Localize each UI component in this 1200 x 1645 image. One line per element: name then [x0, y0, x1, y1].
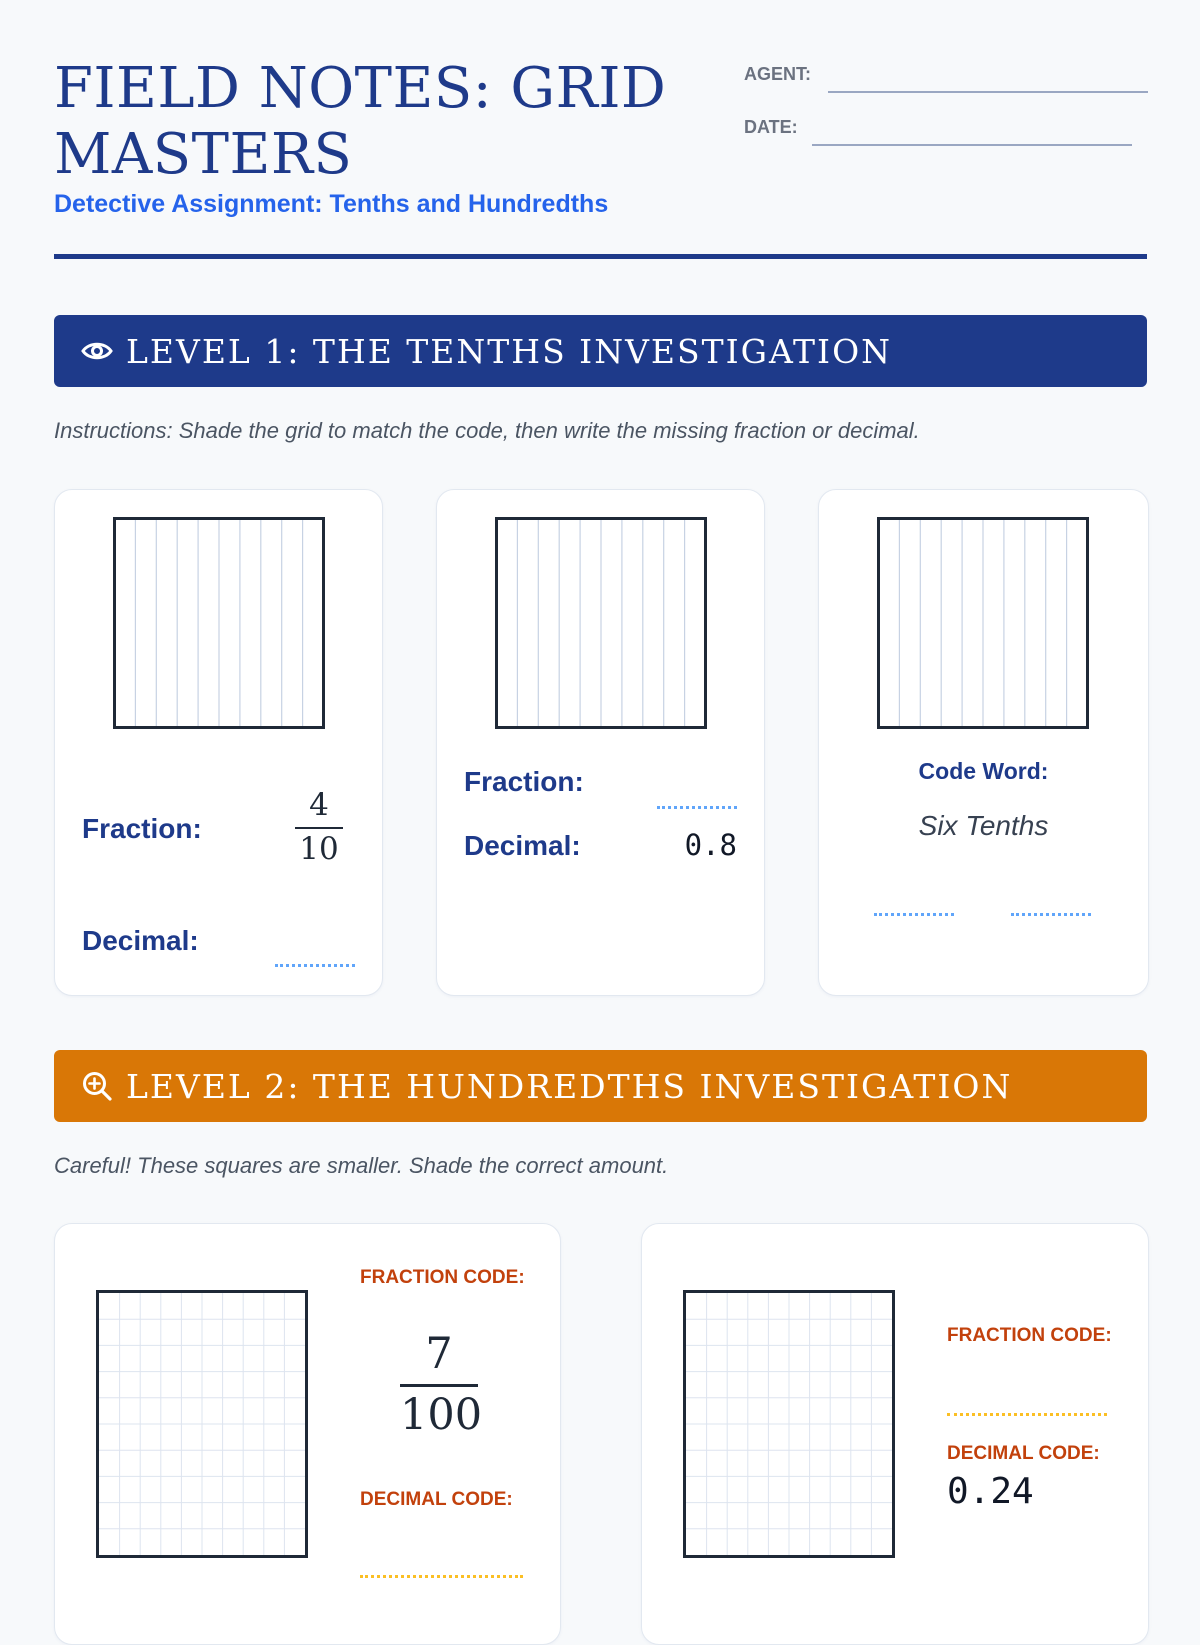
decimal-value: 0.8 — [684, 828, 737, 862]
decimal-answer-blank[interactable] — [1011, 913, 1091, 916]
decimal-value: 0.24 — [947, 1471, 1034, 1512]
page-title — [54, 56, 694, 188]
level-1-banner — [54, 315, 1147, 387]
tenths-grid-3[interactable] — [877, 517, 1089, 729]
agent-label: AGENT: — [744, 64, 811, 84]
fraction-denominator: 100 — [400, 1390, 483, 1440]
eye-icon — [80, 333, 116, 369]
decimal-code-label: DECIMAL CODE: — [360, 1489, 513, 1510]
fraction-code-label: FRACTION CODE: — [360, 1267, 525, 1288]
tenths-grid-1[interactable] — [113, 517, 325, 729]
decimal-answer-blank[interactable] — [360, 1575, 523, 1578]
hundredths-card-2 — [641, 1223, 1149, 1645]
date-label: DATE: — [744, 117, 798, 137]
fraction-code-label: FRACTION CODE: — [947, 1325, 1112, 1346]
zoom-in-icon — [80, 1068, 116, 1104]
header-divider — [54, 254, 1147, 259]
fraction-answer-blank[interactable] — [947, 1413, 1107, 1416]
fraction-answer-blank[interactable] — [657, 806, 737, 809]
decimal-label: Decimal: — [82, 925, 199, 956]
hundredths-grid-1[interactable] — [96, 1290, 308, 1558]
hundredths-card-1 — [54, 1223, 561, 1645]
fraction-answer-blank[interactable] — [874, 913, 954, 916]
hundredths-grid-2[interactable] — [683, 1290, 895, 1558]
tenths-card-3 — [818, 489, 1149, 996]
fraction-numerator: 7 — [425, 1329, 453, 1379]
fraction-numerator: 4 — [309, 787, 329, 823]
decimal-answer-blank[interactable] — [275, 964, 355, 967]
decimal-label: Decimal: — [464, 830, 581, 861]
level-2-title: LEVEL 2: THE HUNDREDTHS INVESTIGATION — [126, 1066, 1013, 1106]
code-word: Six Tenths — [918, 810, 1049, 841]
fraction-bar — [295, 827, 343, 829]
page-title-line-1: FIELD NOTES: GRID — [54, 56, 667, 121]
page-subtitle: Detective Assignment: Tenths and Hundredths — [54, 190, 609, 218]
fraction-denominator: 10 — [299, 831, 339, 867]
fraction-label: Fraction: — [464, 766, 584, 797]
tenths-card-1 — [54, 489, 383, 996]
code-word-label: Code Word: — [918, 758, 1049, 784]
page-title-line-2: MASTERS — [54, 122, 353, 187]
level-2-instructions: Careful! These squares are smaller. Shade the correct amount. — [54, 1153, 669, 1178]
decimal-code-label: DECIMAL CODE: — [947, 1443, 1100, 1464]
tenths-card-2 — [436, 489, 765, 996]
fraction-bar — [400, 1384, 478, 1387]
level-2-banner — [54, 1050, 1147, 1122]
level-1-title: LEVEL 1: THE TENTHS INVESTIGATION — [126, 331, 893, 371]
level-1-instructions: Instructions: Shade the grid to match the code, then write the missing fraction or decimal. — [54, 418, 920, 443]
date-line[interactable] — [812, 144, 1132, 146]
fraction-4-10 — [295, 787, 343, 867]
agent-name-line[interactable] — [828, 91, 1148, 93]
fraction-label: Fraction: — [82, 813, 202, 844]
fraction-7-100 — [400, 1329, 483, 1440]
tenths-grid-2[interactable] — [495, 517, 707, 729]
